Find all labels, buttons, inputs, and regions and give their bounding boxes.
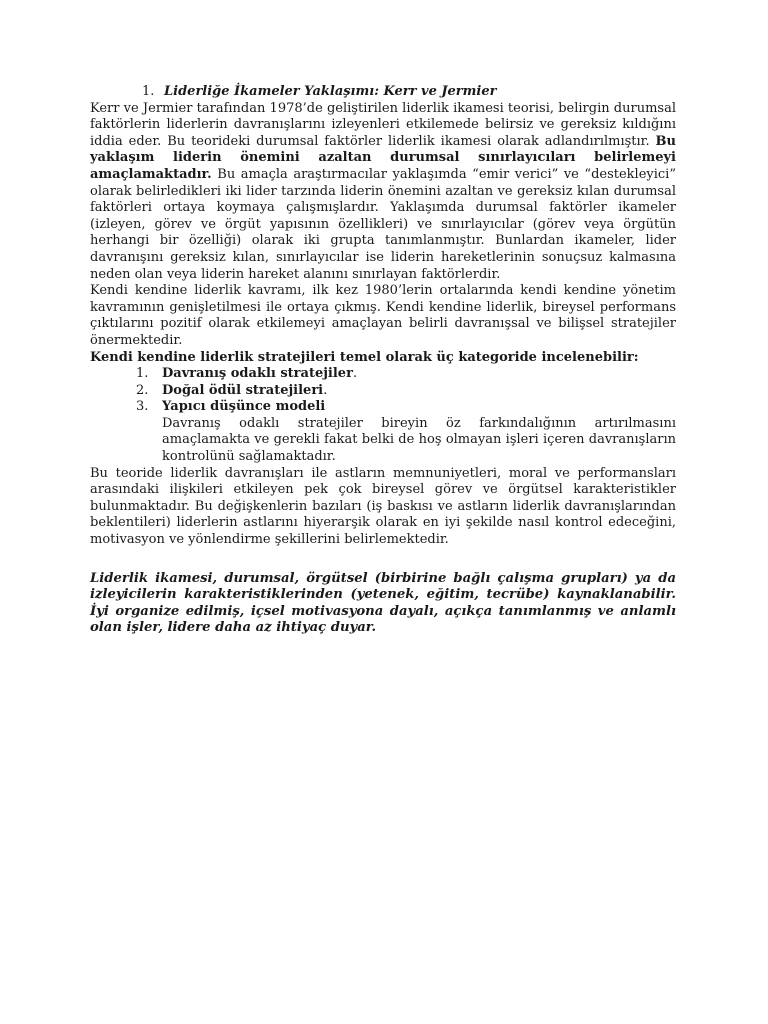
- section-title: Liderliğe İkameler Yaklaşımı: Kerr ve Jermier: [164, 84, 497, 99]
- list-item-number: 3.: [136, 399, 149, 415]
- paragraph1-bold-text: Bu yaklaşım liderin önemini azaltan durumsal sınırlayıcıları belirlemeyi amaçlamaktadır.: [90, 133, 676, 182]
- paragraph-self-leadership: Kendi kendine liderlik kavramı, ilk kez 1980’lerin ortalarında kendi kendine yönetim kavramının genişletilmesi ile ortaya çıkmış. Kendi kendine liderlik, bireysel performans çıktılarını pozitif olarak etkilemeyi amaçlayan belirli davranışsal ve bilişsel stratejiler önermektedir.: [90, 283, 676, 348]
- section-heading: [142, 84, 676, 101]
- list-item-suffix: .: [323, 382, 328, 398]
- paragraph-variables: Bu teoride liderlik davranışları ile astların memnuniyetleri, moral ve performansları arasındaki ilişkileri etkileyen pek çok bireysel görev ve örgütsel karakteristikler bulunmaktadır. Bu değişkenlerin bazıları (iş baskısı ve astların liderlik davranışlarından beklentileri) liderlerin astlarını hiyerarşik olarak en iyi şekilde nasıl kontrol edeceğini, motivasyon ve yönlendirme şekillerini belirlemektedir.: [90, 465, 676, 548]
- document-page: [90, 84, 676, 637]
- list-item-number: 2.: [136, 382, 149, 398]
- list-item-label: Doğal ödül stratejileri: [162, 382, 324, 398]
- strategies-intro: Kendi kendine liderlik stratejileri temel olarak üç kategoride incelenebilir:: [90, 349, 639, 365]
- summary-paragraph: Liderlik ikamesi, durumsal, örgütsel (birbirine bağlı çalışma grupları) ya da izleyicilerin karakteristiklerinden (yetenek, eğitim, tecrübe) kaynaklanabilir. İyi organize edilmiş, içsel motivasyona dayalı, açıkça tanımlanmış ve anlamlı olan işler, lidere daha az ihtiyaç duyar.: [90, 570, 676, 636]
- strategy-note: Davranış odaklı stratejiler bireyin öz farkındalığının artırılmasını amaçlamakta ve gerekli fakat belki de hoş olmayan işleri içeren davranışların kontrolünü sağlamaktadır.: [162, 415, 676, 465]
- list-item: [136, 383, 676, 400]
- paragraph-substitutes-theory: [90, 101, 676, 284]
- list-item: [136, 366, 676, 383]
- spacer: [90, 549, 676, 571]
- section-number: 1.: [142, 84, 155, 99]
- strategies-list: [90, 366, 676, 416]
- list-item-label: Davranış odaklı stratejiler: [162, 366, 353, 382]
- list-item-number: 1.: [136, 366, 149, 382]
- list-item-label: Yapıcı düşünce modeli: [162, 399, 326, 415]
- paragraph1-text-b: Bu amaçla araştırmacılar yaklaşımda “emir verici” ve “destekleyici” olarak belirledikleri iki lider tarzında liderin önemini azaltan ve gereksiz kılan durumsal faktörleri ortaya koymaya çalışmışlardır. Yaklaşımda durumsal faktörler ikameler (izleyen, görev ve örgüt yapısının özellikleri) ve sınırlayıcılar (görev veya örgütün herhangi bir özelliği) olarak iki grupta tanımlanmıştır. Bunlardan ikameler, lider davranışını gereksiz kılan, sınırlayıcılar ise liderin hareketlerinin sonuçsuz kalmasına neden olan veya liderin hareket alanını sınırlayan faktörlerdir.: [90, 166, 676, 282]
- paragraph1-text-a: Kerr ve Jermier tarafından 1978’de geliştirilen liderlik ikamesi teorisi, belirgin durumsal faktörlerin liderlerin davranışlarını izleyenleri etkilemede belirsiz ve gereksiz kıldığını iddia eder. Bu teorideki durumsal faktörler liderlik ikamesi olarak adlandırılmıştır.: [90, 100, 676, 149]
- list-item-suffix: .: [352, 366, 358, 382]
- list-item: [136, 399, 676, 416]
